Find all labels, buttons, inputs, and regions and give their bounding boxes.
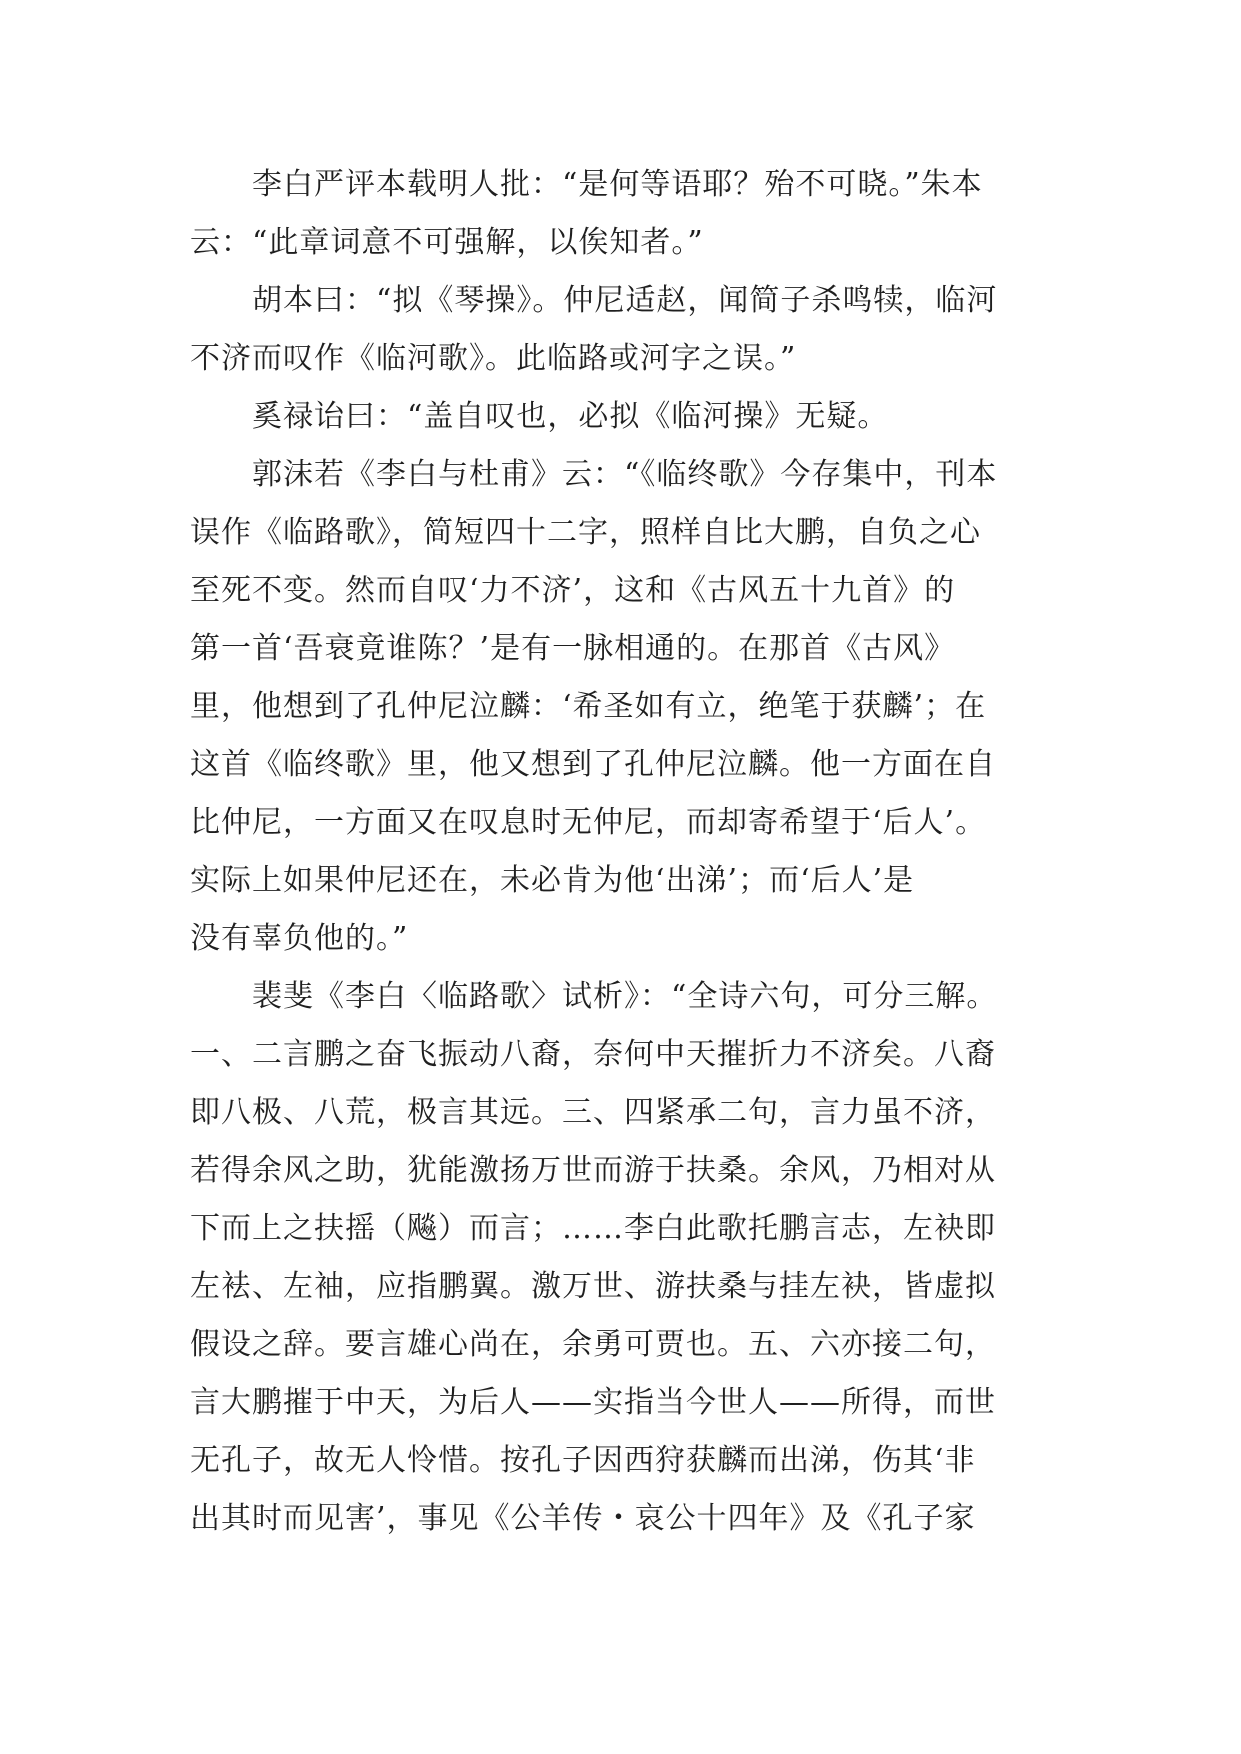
text-line: 出其时而见害’，事见《公羊传・哀公十四年》及《孔子家 xyxy=(190,1501,976,1536)
text-line: 比仲尼，一方面又在叹息时无仲尼，而却寄希望于‘后人’。 xyxy=(190,805,987,840)
text-line: 下而上之扶摇（飚）而言；……李白此歌托鹏言志，左袂即 xyxy=(190,1211,996,1246)
text-line: 奚禄诒曰：“盖自叹也，必拟《临河操》无疑。 xyxy=(252,399,889,434)
text-line: 第一首‘吾衰竟谁陈？’是有一脉相通的。在那首《古风》 xyxy=(190,631,956,666)
text-line: 若得余风之助，犹能激扬万世而游于扶桑。余风，乃相对从 xyxy=(190,1153,996,1188)
text-line: 李白严评本载明人批：“是何等语耶？殆不可晓。”朱本 xyxy=(252,167,983,202)
text-line: 胡本曰：“拟《琴操》。仲尼适赵，闻简子杀鸣犊，临河 xyxy=(252,283,998,318)
text-line: 实际上如果仲尼还在，未必肯为他‘出涕’；而‘后人’是 xyxy=(190,863,915,898)
text-line: 一、二言鹏之奋飞振动八裔，奈何中天摧折力不济矣。八裔 xyxy=(190,1037,996,1072)
text-line: 假设之辞。要言雄心尚在，余勇可贾也。五、六亦接二句， xyxy=(190,1327,996,1362)
text-line: 这首《临终歌》里，他又想到了孔仲尼泣麟。他一方面在自 xyxy=(190,747,996,782)
text-line: 误作《临路歌》，简短四十二字，照样自比大鹏，自负之心 xyxy=(190,515,981,550)
body-text xyxy=(190,156,1070,1548)
text-line: 郭沫若《李白与杜甫》云：“《临终歌》今存集中，刊本 xyxy=(252,457,998,492)
text-line: 即八极、八荒，极言其远。三、四紧承二句，言力虽不济， xyxy=(190,1095,996,1130)
text-line: 裴斐《李白〈临路歌〉试析》：“全诗六句，可分三解。 xyxy=(252,979,998,1014)
text-line: 云：“此章词意不可强解，以俟知者。” xyxy=(190,225,704,260)
text-line: 至死不变。然而自叹‘力不济’，这和《古风五十九首》的 xyxy=(190,573,956,608)
text-line: 无孔子，故无人怜惜。按孔子因西狩获麟而出涕，伤其‘非 xyxy=(190,1443,976,1478)
text-line: 左袪、左袖，应指鹏翼。激万世、游扶桑与挂左袂，皆虚拟 xyxy=(190,1269,996,1304)
text-line: 不济而叹作《临河歌》。此临路或河字之误。” xyxy=(190,341,797,376)
text-line: 没有辜负他的。” xyxy=(190,921,409,956)
text-line: 言大鹏摧于中天，为后人——实指当今世人——所得，而世 xyxy=(190,1385,996,1420)
text-line: 里，他想到了孔仲尼泣麟：‘希圣如有立，绝笔于获麟’；在 xyxy=(190,689,987,724)
